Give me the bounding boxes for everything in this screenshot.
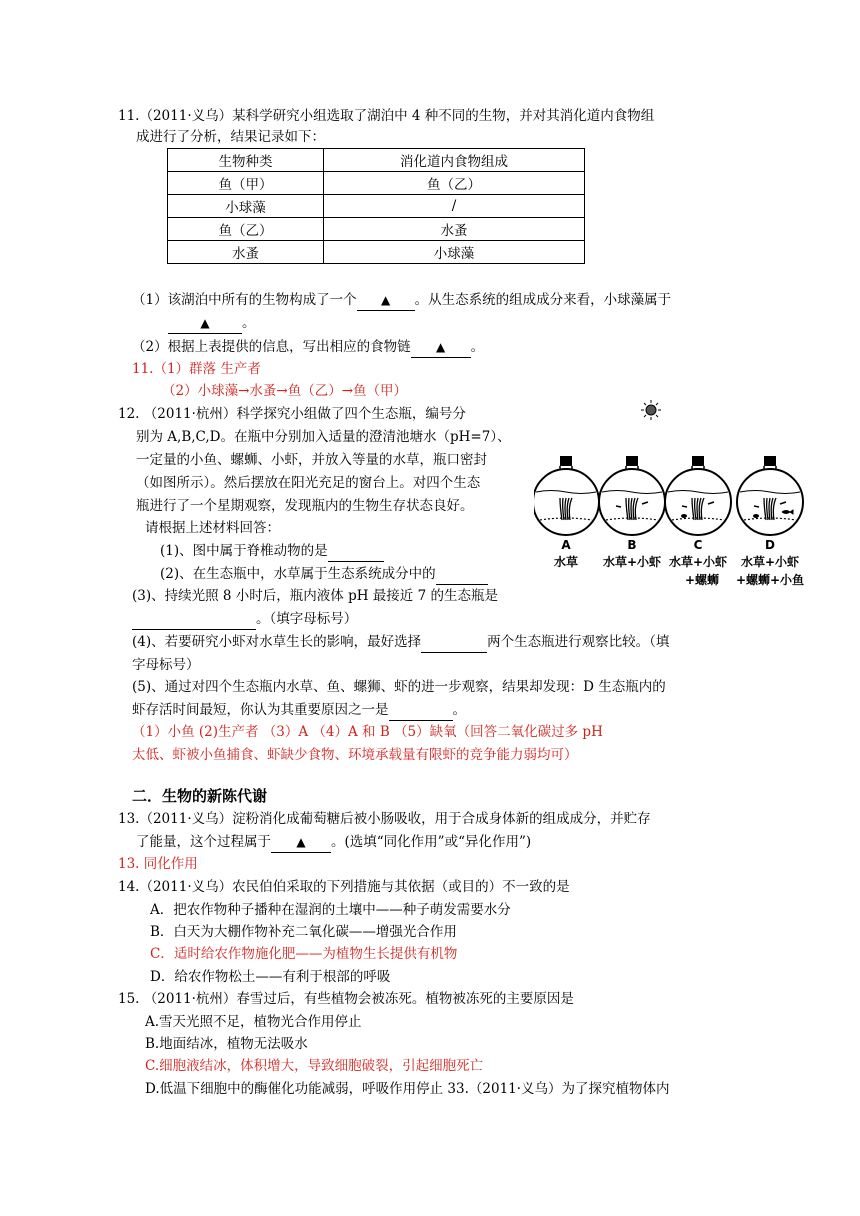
table-row <box>168 172 585 195</box>
answer-blank <box>271 832 331 853</box>
q12-sub5-text-c: 。 <box>452 702 466 718</box>
blank-triangle-mark: ▲ <box>380 293 391 307</box>
q11-answer-line2: （2）小球藻→水蚤→鱼（乙）→鱼（甲） <box>162 383 408 399</box>
table-cell: 水蚤 <box>324 218 585 241</box>
table-cell: 水蚤 <box>168 241 324 264</box>
q14-stem: 14.（2011·义乌）农民伯伯采取的下列措施与其依据（或目的）不一致的是 <box>118 879 570 895</box>
table-header-row <box>168 149 585 172</box>
section-heading: 二．生物的新陈代谢 <box>132 787 268 805</box>
q12-sub1 <box>160 541 384 562</box>
table-row <box>168 218 585 241</box>
bottle-content-label: 水草+小虾 <box>602 555 662 569</box>
blank-triangle-mark: ▲ <box>200 316 210 330</box>
q12-line3: 一定量的小鱼、螺蛳、小虾，并放入等量的水草，瓶口密封 <box>136 452 487 468</box>
food-table <box>167 148 585 264</box>
bottle-content-label: 水草+小虾 <box>740 555 800 569</box>
q12-sub4-line2: 字母标号） <box>132 657 200 673</box>
q15-option-b: B.地面结冰，植物无法吸水 <box>145 1036 308 1052</box>
q13-text-a: 了能量，这个过程属于 <box>136 834 271 850</box>
table-cell: 小球藻 <box>168 195 324 218</box>
q12-answer-line2: 太低、虾被小鱼捕食、虾缺少食物、环境承载量有限虾的竞争能力弱均可） <box>132 747 578 763</box>
q12-sub2-text: (2)、在生态瓶中，水草属于生态系统成分中的 <box>160 566 436 582</box>
bottle-content-label: 水草+小虾 <box>668 555 728 569</box>
q12-sub3-line1: (3)、持续光照 8 小时后，瓶内液体 pH 最接近 7 的生态瓶是 <box>132 588 498 604</box>
bottle-letter-label: D <box>765 538 775 552</box>
q14-option-d: D．给农作物松土——有利于根部的呼吸 <box>150 969 391 985</box>
sun-icon <box>641 400 661 420</box>
q12-sub5-line1: (5)、通过对四个生态瓶内水草、鱼、螺狮、虾的进一步观察，结果却发现：D 生态瓶内的 <box>132 679 666 695</box>
q11-answer-line1: 11.（1）群落 生产者 <box>132 361 261 377</box>
bottle-content-label: 水草 <box>553 555 579 569</box>
table-cell: 小球藻 <box>324 241 585 264</box>
bottle-content-label-2: +螺蛳 <box>684 573 720 587</box>
blank-triangle-mark: ▲ <box>435 340 446 354</box>
q11-part1-text-b: 。从生态系统的组成成分来看，小球藻属于 <box>414 292 672 308</box>
q12-sub3-line2 <box>132 609 357 630</box>
table-header-cell: 生物种类 <box>168 149 324 172</box>
table-row <box>168 241 585 264</box>
q12-line4: （如图所示）。然后摆放在阳光充足的窗台上。对四个生态 <box>136 475 481 491</box>
q15-option-d: D.低温下细胞中的酶催化功能减弱，呼吸作用停止 33.（2011·义乌）为了探究植物体内 <box>145 1081 670 1097</box>
bottle-b <box>599 456 665 569</box>
table-row <box>168 195 585 218</box>
q12-line6: 请根据上述材料回答： <box>145 520 280 536</box>
q11-part1-line1 <box>132 290 671 311</box>
q12-sub4-text-a: (4)、若要研究小虾对水草生长的影响，最好选择 <box>132 634 422 650</box>
answer-blank <box>357 290 415 311</box>
q12-line5: 瓶进行了一个星期观察，发现瓶内的生物生存状态良好。 <box>136 498 474 514</box>
bottle-letter-label: B <box>627 538 637 552</box>
q13-answer: 13. 同化作用 <box>118 856 198 872</box>
q12-sub3-text-b: 。（填字母标号） <box>256 611 358 627</box>
bottle-letter-label: C <box>693 538 703 552</box>
q12-sub2 <box>160 564 488 585</box>
q15-option-a: A.雪天光照不足，植物光合作用停止 <box>145 1014 362 1030</box>
answer-blank <box>168 313 242 334</box>
q13-text-b: 。(选填“同化作用”或“异化作用”) <box>331 834 532 850</box>
q14-option-c: C．适时给农作物施化肥——为植物生长提供有机物 <box>150 946 458 962</box>
q12-sub4-line1 <box>132 632 669 653</box>
q11-stem-line1: 11.（2011·义乌）某科学研究小组选取了湖泊中 4 种不同的生物，并对其消化道内食物组 <box>118 108 655 124</box>
bottle-d <box>736 456 804 587</box>
q13-line2 <box>136 832 531 853</box>
q11-part1-text-a: （1）该湖泊中所有的生物构成了一个 <box>132 292 357 308</box>
q12-line2: 别为 A,B,C,D。在瓶中分别加入适量的澄清池塘水（pH=7）、 <box>136 429 511 445</box>
bottle-letter-label: A <box>561 538 571 552</box>
bottle-content-label-2: +螺蛳+小鱼 <box>735 573 805 587</box>
table-cell: / <box>324 195 585 218</box>
q11-part1-text-c: 。 <box>242 315 256 331</box>
q11-part2-text-b: 。 <box>470 339 485 355</box>
bottle-a <box>534 456 599 569</box>
q11-part2-line <box>132 337 484 358</box>
bottle-c <box>665 456 731 587</box>
blank-triangle-mark: ▲ <box>296 835 306 849</box>
q12-sub5-text-b: 虾存活时间最短，你认为其重要原因之一是 <box>132 702 389 718</box>
q14-option-b: B．白天为大棚作物补充二氧化碳——增强光合作用 <box>150 924 457 940</box>
q11-part1-line2 <box>168 313 256 334</box>
q12-sub4-text-b: 两个生态瓶进行观察比较。（填 <box>487 634 670 650</box>
q14-option-a: A．把农作物种子播种在湿润的土壤中——种子萌发需要水分 <box>150 902 511 918</box>
q11-part2-text-a: （2）根据上表提供的信息，写出相应的食物链 <box>132 339 411 355</box>
q15-stem: 15. （2011·杭州）春雪过后，有些植物会被冻死。植物被冻死的主要原因是 <box>118 991 574 1007</box>
q12-sub5-line2 <box>132 700 466 721</box>
table-cell: 鱼（乙） <box>324 172 585 195</box>
q12-answer-line1: （1）小鱼 (2)生产者 （3）A （4）A 和 B （5）缺氧（回答二氧化碳过多 pH <box>132 724 603 740</box>
q12-line1: 12. （2011·杭州）科学探究小组做了四个生态瓶，编号分 <box>118 406 466 422</box>
q13-line1: 13.（2011·义乌）淀粉消化成葡萄糖后被小肠吸收，用于合成身体新的组成成分，并贮存 <box>118 811 651 827</box>
table-cell: 鱼（甲） <box>168 172 324 195</box>
ecology-bottles-figure <box>534 398 814 598</box>
q12-sub1-text: (1)、图中属于脊椎动物的是 <box>160 543 328 559</box>
q15-option-c: C.细胞液结冰，体积增大，导致细胞破裂，引起细胞死亡 <box>145 1058 484 1074</box>
table-header-cell: 消化道内食物组成 <box>324 149 585 172</box>
table-cell: 鱼（乙） <box>168 218 324 241</box>
answer-blank <box>411 337 471 358</box>
q11-stem-line2: 成进行了分析，结果记录如下： <box>136 129 325 145</box>
